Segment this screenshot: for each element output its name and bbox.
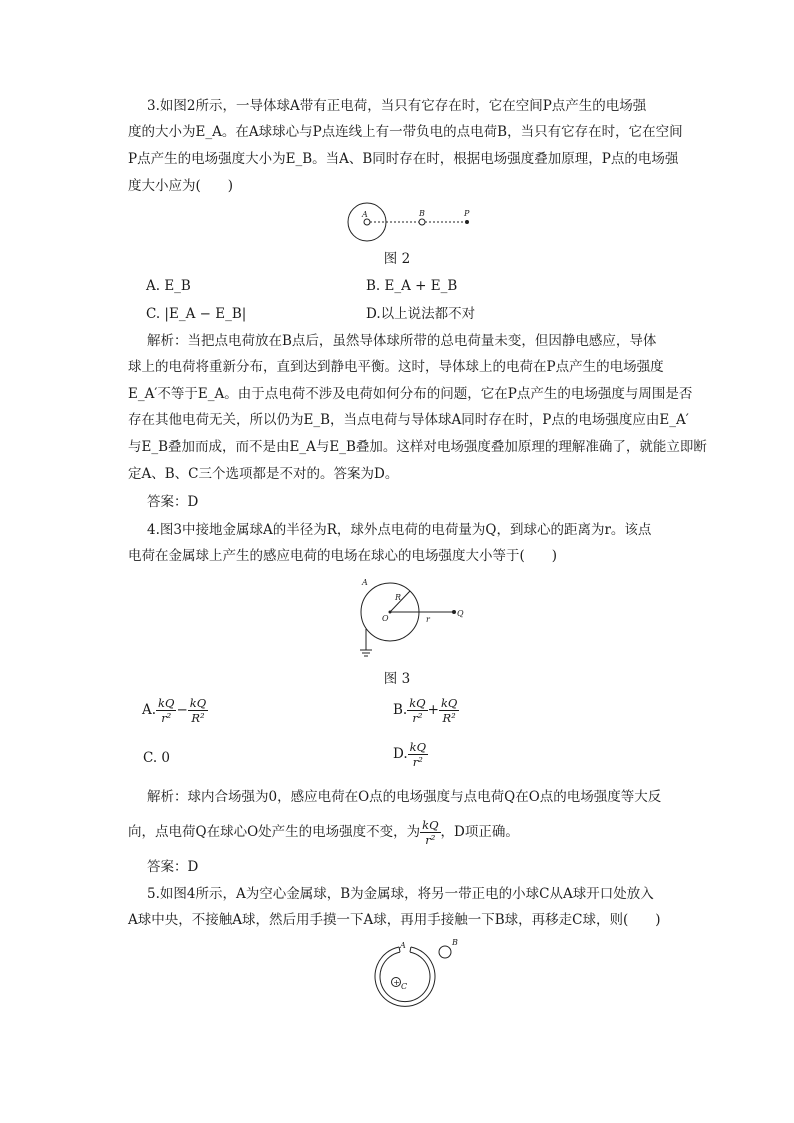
point-charge-q — [452, 610, 456, 614]
label-p: P — [464, 209, 470, 218]
q4-figure-3 — [350, 572, 470, 667]
hollow-sphere-a-inner — [380, 952, 430, 1001]
q3-analysis-line-5: 与E_B叠加而成，而不是由E_A与E_B叠加。这样对电场强度叠加原理的理解准确了，就能立即断 — [128, 439, 707, 455]
fraction-kq-over-r2: $\frac{kQ}{\text{r²}}$ — [422, 818, 439, 847]
q4-answer: 答案：D — [147, 859, 199, 875]
q3-analysis-line-4: 存在其他电荷无关，所以仍为E_B，当点电荷与导体球A同时存在时，P点的电场强度应由E_A′ — [128, 412, 689, 428]
metal-ball-b — [439, 946, 451, 958]
q4-stem-line-2: 电荷在金属球上产生的感应电荷的电场在球心的电场强度大小等于( ) — [128, 548, 558, 564]
fraction-kq-over-r2: $\frac{kQ}{\text{r²}}$ — [409, 740, 427, 769]
q4-analysis-line-2: 向，点电荷Q在球心O处产生的电场强度不变，为 $\frac{kQ}{\text{r²}}$ ，D项正确。 — [128, 818, 519, 847]
sphere-a-center — [364, 219, 370, 225]
q4-option-b — [393, 696, 459, 725]
q3-option-b: B. E_A + E_B — [366, 278, 458, 294]
label-o: O — [382, 614, 389, 623]
conductor-sphere-a — [348, 203, 386, 241]
q4-option-a — [142, 696, 208, 725]
q3-analysis-line-1: 解析：当把点电荷放在B点后，虽然导体球所带的总电荷量未变，但因静电感应，导体 — [147, 333, 657, 349]
point-charge-b — [419, 219, 425, 225]
q3-option-a: A. E_B — [146, 278, 191, 294]
figure-2-caption: 图 2 — [383, 251, 411, 267]
label-a: A — [362, 578, 368, 587]
fraction-kq-over-big-r2: $\frac{kQ}{\text{R²}}$ — [189, 696, 207, 725]
fraction-kq-over-r2: $\frac{kQ}{\text{r²}}$ — [409, 696, 426, 725]
q5-stem-line-1: 5.如图4所示，A为空心金属球，B为金属球，将另一带正电的小球C从A球开口处放入 — [147, 886, 654, 902]
q3-stem-line-1: 3.如图2所示，一导体球A带有正电荷，当只有它存在时，它在空间P点产生的电场强 — [147, 98, 647, 114]
opening-edge-right — [410, 947, 411, 952]
q3-stem-line-3: P点产生的电场强度大小为E_B。当A、B同时存在时，根据电场强度叠加原理，P点的电场强 — [128, 151, 679, 167]
point-p — [465, 220, 469, 224]
label-a: A — [400, 941, 406, 950]
q3-option-d: D.以上说法都不对 — [366, 306, 476, 322]
figure-3-caption: 图 3 — [383, 671, 411, 687]
fraction-kq-over-r2: $\frac{kQ}{\text{r²}}$ — [158, 696, 175, 725]
q3-analysis-line-6: 定A、B、C三个选项都是不对的。答案为D。 — [128, 466, 399, 482]
option-d-prefix: D. — [393, 746, 408, 762]
label-c: C — [401, 982, 408, 991]
q4-stem-line-1: 4.图3中接地金属球A的半径为R，球外点电荷的电荷量为Q，到球心的距离为r。该点 — [147, 522, 652, 538]
fraction-kq-over-big-r2: $\frac{kQ}{\text{R²}}$ — [440, 696, 458, 725]
label-a: A — [362, 210, 368, 219]
q3-figure-2 — [340, 200, 480, 245]
q5-stem-line-2: A球中央，不接触A球，然后用手摸一下A球，再用手接触一下B球，再移走C球，则( ) — [128, 912, 661, 928]
q3-stem-line-2: 度的大小为E_A。在A球球心与P点连线上有一带负电的点电荷B，当只有它存在时，它在空间 — [128, 124, 683, 140]
plus-sign: + — [427, 702, 439, 718]
label-b: B — [419, 209, 425, 218]
q3-stem-line-4: 度大小应为( ) — [128, 178, 234, 194]
q4-option-c: C. 0 — [143, 750, 171, 766]
plus-sign: + — [393, 977, 400, 987]
label-radius: R — [395, 593, 402, 602]
q3-analysis-line-3: E_A′不等于E_A。由于点电荷不涉及电荷如何分布的问题，它在P点产生的电场强度与周围是否 — [128, 386, 693, 402]
q3-answer: 答案：D — [147, 494, 199, 510]
q5-figure-4 — [355, 935, 470, 1015]
minus-sign: − — [176, 702, 188, 718]
q3-option-c: C. |E_A − E_B| — [146, 306, 247, 322]
q3-analysis-line-2: 球上的电荷将重新分布，直到达到静电平衡。这时，导体球上的电荷在P点产生的电场强度 — [128, 359, 664, 375]
q4-analysis-line-1: 解析：球内合场强为0，感应电荷在O点的电场强度与点电荷Q在O点的电场强度等大反 — [147, 789, 662, 805]
q4-option-d — [393, 740, 428, 769]
hollow-sphere-a-outer — [375, 947, 435, 1006]
option-b-prefix: B. — [393, 702, 408, 718]
label-b: B — [452, 938, 458, 947]
option-a-prefix: A. — [142, 702, 157, 718]
label-q: Q — [457, 609, 464, 618]
label-distance: r — [426, 615, 430, 624]
